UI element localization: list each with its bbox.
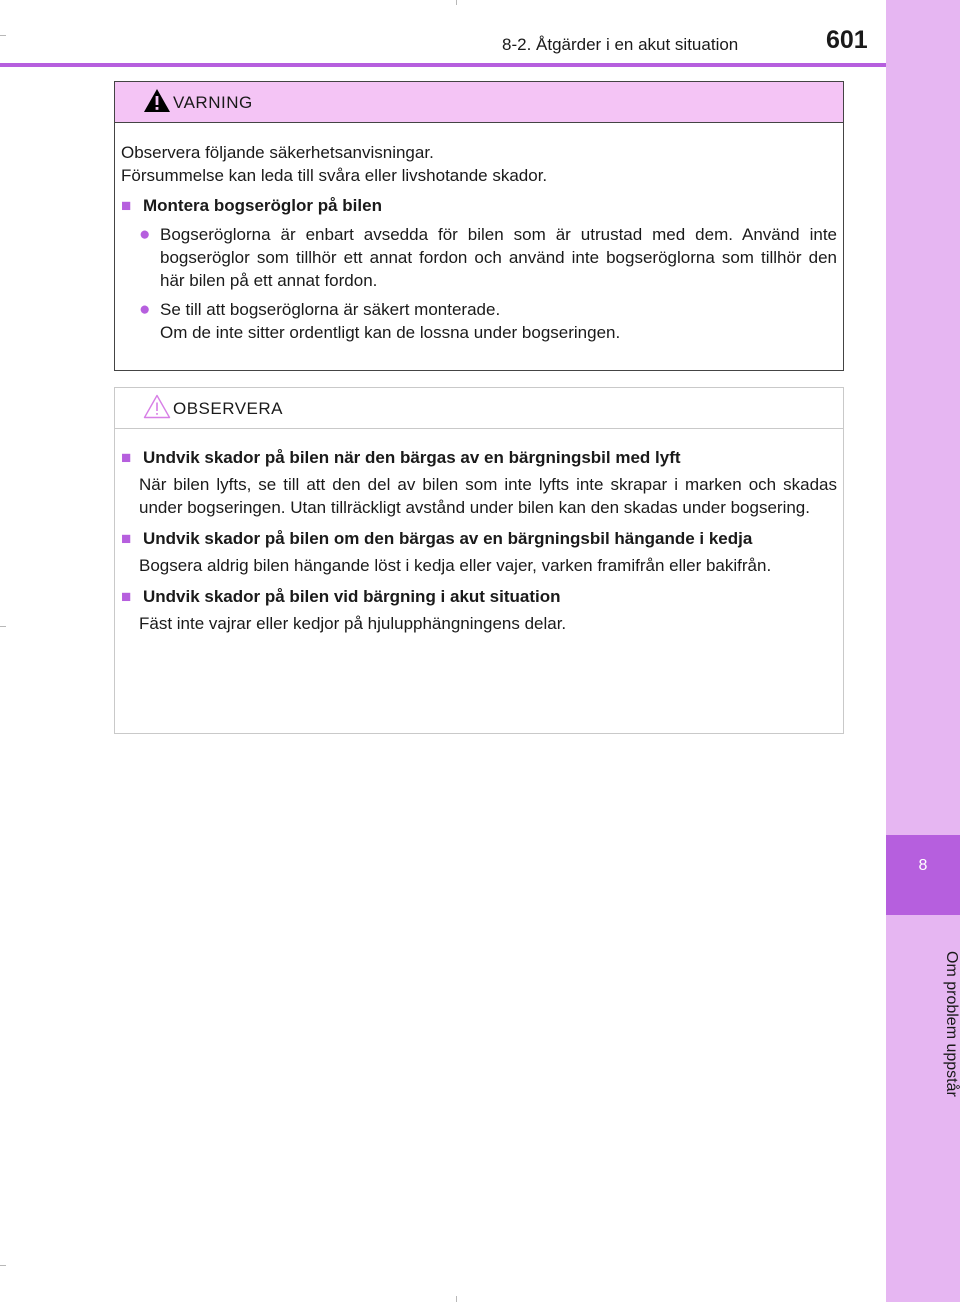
circle-bullet-icon: ● [139, 224, 151, 245]
warning-intro: Observera följande säkerhetsanvisningar. [121, 143, 434, 162]
warning-heading-text: Montera bogseröglor på bilen [143, 196, 382, 215]
notice-heading [121, 446, 837, 469]
notice-heading-text: Undvik skador på bilen när den bärgas av en bärgningsbil med lyft [143, 448, 681, 467]
notice-heading [121, 527, 837, 550]
square-bullet-icon: ■ [121, 587, 132, 606]
warning-header [115, 82, 843, 123]
warning-bullet-continuation: Om de inte sitter ordentligt kan de lossna under bogseringen. [160, 323, 621, 342]
square-bullet-icon: ■ [121, 448, 132, 467]
crop-mark [0, 35, 6, 36]
warning-bullet-text: Se till att bogseröglorna är säkert monterade. [160, 300, 501, 319]
notice-header [115, 388, 843, 429]
notice-heading [121, 585, 837, 608]
notice-heading-text: Undvik skador på bilen om den bärgas av en bärgningsbil hängande i kedja [143, 529, 753, 548]
square-bullet-icon: ■ [121, 529, 132, 548]
crop-mark [0, 1265, 6, 1266]
warning-box [114, 81, 844, 371]
crop-mark [456, 0, 457, 5]
warning-intro: Försummelse kan leda till svåra eller livshotande skador. [121, 166, 548, 185]
warning-bullet-text: Bogseröglorna är enbart avsedda för bilen som är utrustad med dem. Använd inte bogseröglor som tillhör ett annat fordon och använd inte bogseröglorna som tillhör den här bilen på ett annat fordon. [160, 225, 837, 290]
warning-label: VARNING [173, 93, 253, 112]
page-number: 601 [826, 26, 868, 54]
warning-triangle-icon [143, 88, 171, 113]
section-title: 8-2. Åtgärder i en akut situation [502, 35, 739, 54]
square-bullet-icon: ■ [121, 196, 132, 215]
warning-bullet [121, 298, 837, 321]
warning-bullet [121, 223, 837, 292]
notice-heading-text: Undvik skador på bilen vid bärgning i akut situation [143, 587, 561, 606]
notice-label: OBSERVERA [173, 399, 284, 418]
chapter-name: Om problem uppstår [943, 951, 960, 1097]
notice-text: Bogsera aldrig bilen hängande löst i kedja eller vajer, varken framifrån eller bakifrån. [139, 556, 772, 575]
notice-text: När bilen lyfts, se till att den del av bilen som inte lyfts inte skrapar i marken och skadas under bogseringen. Utan tillräckligt avstånd under bilen kan den skadas under bogsering. [139, 475, 837, 517]
notice-text: Fäst inte vajrar eller kedjor på hjulupphängningens delar. [139, 614, 567, 633]
crop-mark [0, 626, 6, 627]
caution-triangle-outline-icon [143, 394, 171, 419]
chapter-number: 8 [918, 857, 928, 874]
header-rule [0, 63, 886, 67]
circle-bullet-icon: ● [139, 299, 151, 320]
warning-heading [121, 194, 837, 217]
side-tab-top [886, 0, 960, 835]
notice-box [114, 387, 844, 734]
crop-mark [456, 1296, 457, 1302]
side-tab-chapter-block [886, 835, 960, 915]
